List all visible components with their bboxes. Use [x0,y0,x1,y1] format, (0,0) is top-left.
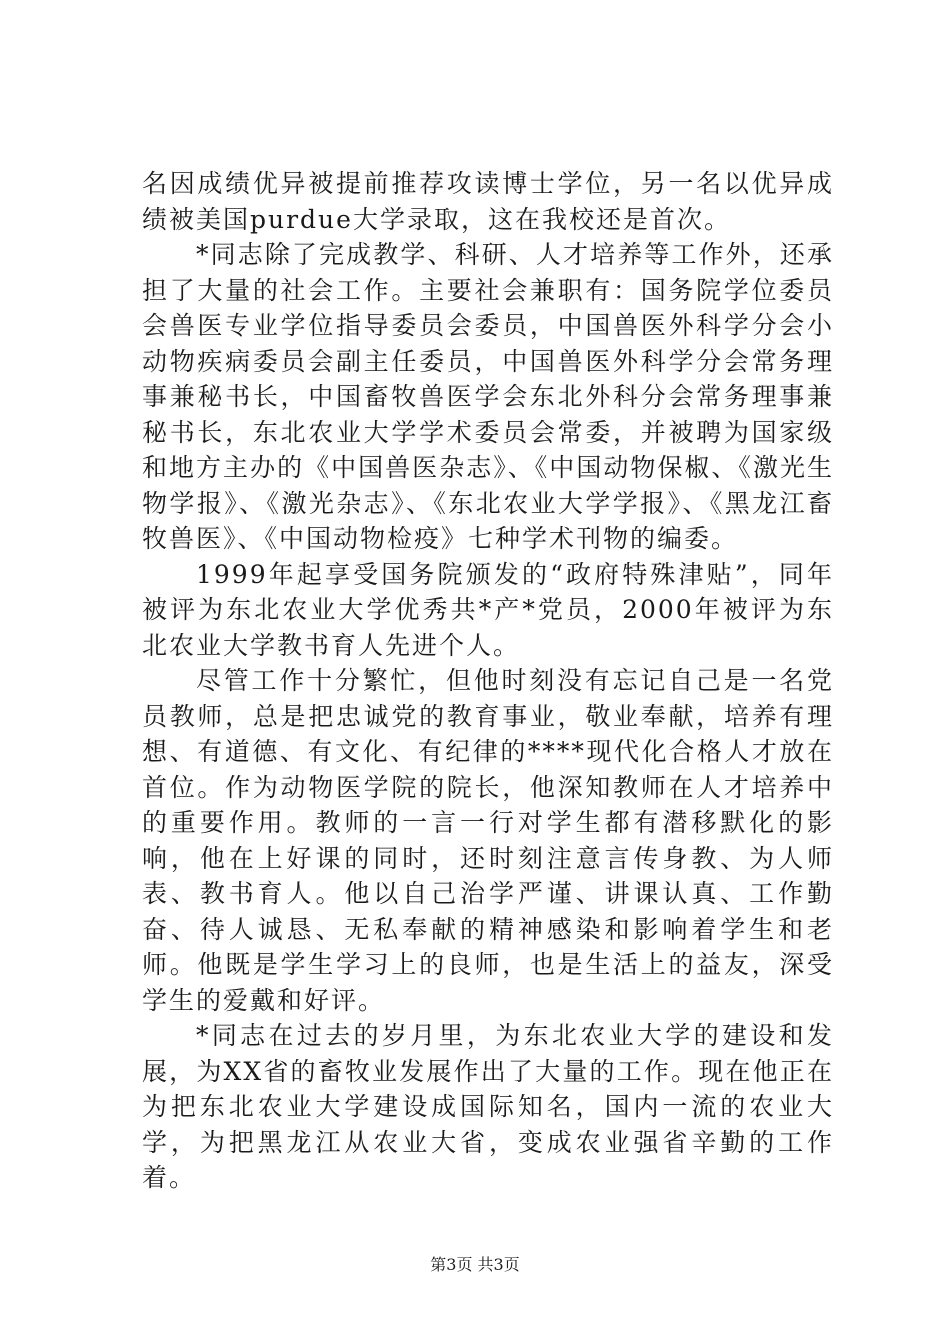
paragraph-social-work: *同志除了完成教学、科研、人才培养等工作外，还承担了大量的社会工作。主要社会兼职有：国务院学位委员会兽医专业学位指导委员会委员，中国兽医外科学分会小动物疾病委员会副主任委员，中国兽医外科学分会常务理事兼秘书长，中国畜牧兽医学会东北外科分会常务理事兼秘书长，东北农业大学学术委员会常委，并被聘为国家级和地方主办的《中国兽医杂志》、《中国动物保椒、《激光生物学报》、《激光杂志》、《东北农业大学学报》、《黑龙江畜牧兽医》、《中国动物检疫》七种学术刊物的编委。 [142,240,834,553]
page-footer: 第3页 共3页 [430,1255,520,1274]
paragraph-teaching: 尽管工作十分繁忙，但他时刻没有忘记自己是一名党员教师，总是把忠诚党的教育事业，敬业奉献，培养有理想、有道德、有文化、有纪律的****现代化合格人才放在首位。作为动物医学院的院长，他深知教师在人才培养中的重要作用。教师的一言一行对学生都有潜移默化的影响，他在上好课的同时，还时刻注意言传身教、为人师表、教书育人。他以自己治学严谨、讲课认真、工作勤奋、待人诚恳、无私奉献的精神感染和影响着学生和老师。他既是学生学习上的良师，也是生活上的益友，深受学生的爱戴和好评。 [142,666,834,1015]
paragraph-conclusion: *同志在过去的岁月里，为东北农业大学的建设和发展，为XX省的畜牧业发展作出了大量的工作。现在他正在为把东北农业大学建设成国际知名，国内一流的农业大学，为把黑龙江从农业大省，变成农业强省辛勤的工作着。 [142,1021,834,1192]
paragraph-honors: 1999年起享受国务院颁发的“政府特殊津贴”，同年被评为东北农业大学优秀共*产*党员，2000年被评为东北农业大学教书育人先进个人。 [142,559,834,660]
paragraph-continuation: 名因成绩优异被提前推荐攻读博士学位，另一名以优异成绩被美国purdue大学录取，这在我校还是首次。 [142,169,834,234]
document-body [142,166,834,1196]
